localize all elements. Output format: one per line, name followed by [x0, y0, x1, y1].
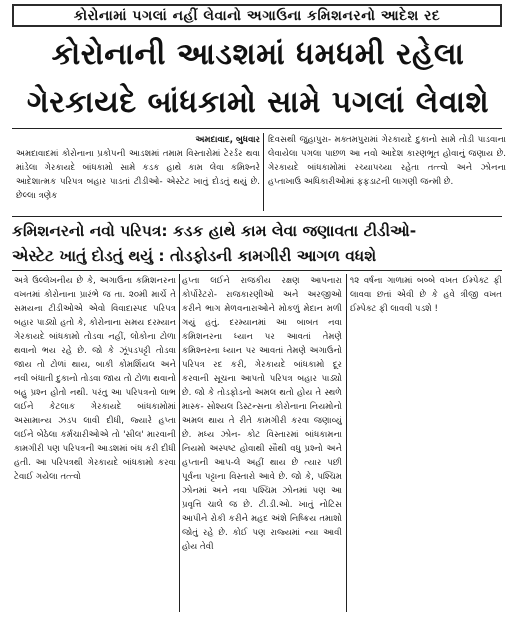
- lead-paragraph-left: [16, 133, 260, 213]
- subhead-top-rule: [12, 216, 502, 217]
- lead-column-divider: [263, 133, 264, 211]
- lead-paragraph-right: દિવસથી જુહાપુરા- મક્તમપુરામાં ગેરકાયદે દુકાનો સામે તોડી પાડવાના લેવાયેલા પગલા પાછળ આ નવો આદેશ કારણભૂત હોવાનું જણાય છે. ગેરકાયદે બાંધકામોમાં રચ્યાપચ્યા રહેતા તત્ત્વો અને ઝોનના હપ્તાખાઉ અધિકારીઓમાં ફફડાટની લાગણી જન્મી છે.: [268, 135, 506, 187]
- headline-line-1: કોરોનાની આડશમાં ધમધમી રહેલા: [51, 37, 465, 72]
- subheadline-line-1: કમિશનરનો નવો પરિપત્ર: કડક હાથે કામ લેવા જણાવતા ટીડીઓ-: [12, 222, 417, 240]
- subheadline-line-2: એસ્ટેટ ખાતું દોડતું થયું : તોડફોડની કામગીરી આગળ વધશે: [12, 247, 377, 265]
- column-3-text: ૧૨ વર્ષના ગાળામાં બબ્બે વખત ઈમ્પેક્ટ ફી લાવવા છતાં એવી છે કે હવે ત્રીજી વખત ઈમ્પેક્ટ ફી લાવવી પડશે !: [350, 276, 502, 314]
- subhead-bottom-rule: [12, 270, 502, 271]
- column-divider-1: [179, 274, 180, 612]
- headline-divider: [12, 128, 502, 129]
- dateline: અમદાવાદ, બુધવાર: [195, 135, 260, 145]
- column-1-text: અત્રે ઉલ્લેખનીય છે કે, અગાઉના કમિશનરના વખતમાં કોરોનાના પ્રારંભે જ તા. ૨૦મી માર્ચે તે સમયના ટીડીઓએ એવો વિવાદાસ્પદ પરિપત્ર બહાર પાડ્યો હતો કે, કોરોનાના સમય દરમ્યાન ગેરકાયદે બાંધકામો તોડવા નહીં, લોકોના ટોળા થવાનો ભય રહે છે. જો કે ઝૂંપડપટ્ટી તોડવા જાય તો ટોળાં થાય, બાકી કોમર્શિયલ અને નવી બંધાતી દુકાનો તોડવા જાય તો ટોળા થવાનો બહુ પ્રશ્ન હોતો નથી. પરંતુ આ પરિપત્રનો લાભ લઈને કેટલાક ગેરકાયદે બાંધકામોમાં અસામાન્ય ઝડપ લાવી દીધી, જ્યારે હપ્તા લઈને બેઠેલા કર્મચારીઓએ તો 'સીલ' મારવાની કામગીરી પણ પરિપત્રની આડશમાં બંધ કરી દીધી હતી. આ પરિપત્રથી ગેરકાયદે બાંધકામો કરવા ટેવાઈ ગયેલા તત્ત્વો: [14, 276, 176, 482]
- headline-line-2: ગેરકાયદે બાંધકામો સામે પગલાં લેવાશે: [26, 85, 490, 120]
- article-column-3: [350, 274, 502, 612]
- article-column-2: [182, 274, 342, 612]
- column-2-text: હપ્તા લઈને રાજકીય રક્ષણ આપનારા કોર્પોરેટરો- રાજકારણીઓ અને અરજીઓ કરીને ભાગ મેળવનારાઓને મોકળું મેદાન મળી ગયું હતું. દરમ્યાનમાં આ બાબત નવા કમિશનરના ધ્યાન પર આવતાં તેમણે કમિશ્નરના ધ્યાન પર આવતાં તેમણે અગાઉનો પરિપત્ર રદ કરી, ગેરકાયદે બાંધકામો દૂર કરવાની સૂચના આપતો પરિપત્ર બહાર પાડ્યો છે. જો કે તોડફોડનો અમલ થતો હોય તે સ્થળે માસ્ક- સોશ્યલ ડિસ્ટન્સના કોરોનાના નિયમોનો અમલ થાય તે રીતે કામગીરી કરવા જણાવ્યું છે. મધ્ય ઝોન- કોટ વિસ્તારમાં બાંધકામના નિયમો અસ્પષ્ટ હોવાથી સૌથી વધુ પ્રશ્નો અને હપ્તાની આપ-લે અહીં થાય છે ત્યાર પછી પૂર્વના પટ્ટાના વિસ્તારો આવે છે. જો કે, પશ્ચિમ ઝોનમાં અને નવા પશ્ચિમ ઝોનમાં પણ આ પ્રવૃત્તિ ચાલે જ છે. ટી.ડી.ઓ. ખાતું નોટિસ આપીને રોકી કરીને મહદ અંશે નિષ્ક્રિય તમાશો જોતું રહે છે. કોઈ પણ રાજ્યમાં ન્યા આવી હોય તેવી: [182, 276, 342, 552]
- top-banner: કોરોનામાં પગલાં નહીં લેવાનો અગાઉના કમિશનરનો આદેશ રદ: [12, 4, 502, 27]
- lead-left-text: અમદાવાદમાં કોરોનાના પ્રકોપની આડશમાં તમામ વિસ્તારોમાં ટેરર્ડર થવા માંડેલા ગેરકાયદે બાંધકામો સામે કડક હાથે કામ લેવા કમિશ્નરે આદેશાત્મક પરિપત્ર બહાર પાડતાં ટીડીઓ- એસ્ટેટ ખાતું દોડતું થયું છે. છેલ્લા ત્રણેક: [16, 149, 260, 201]
- article-column-1: [14, 274, 176, 612]
- column-divider-2: [346, 274, 347, 612]
